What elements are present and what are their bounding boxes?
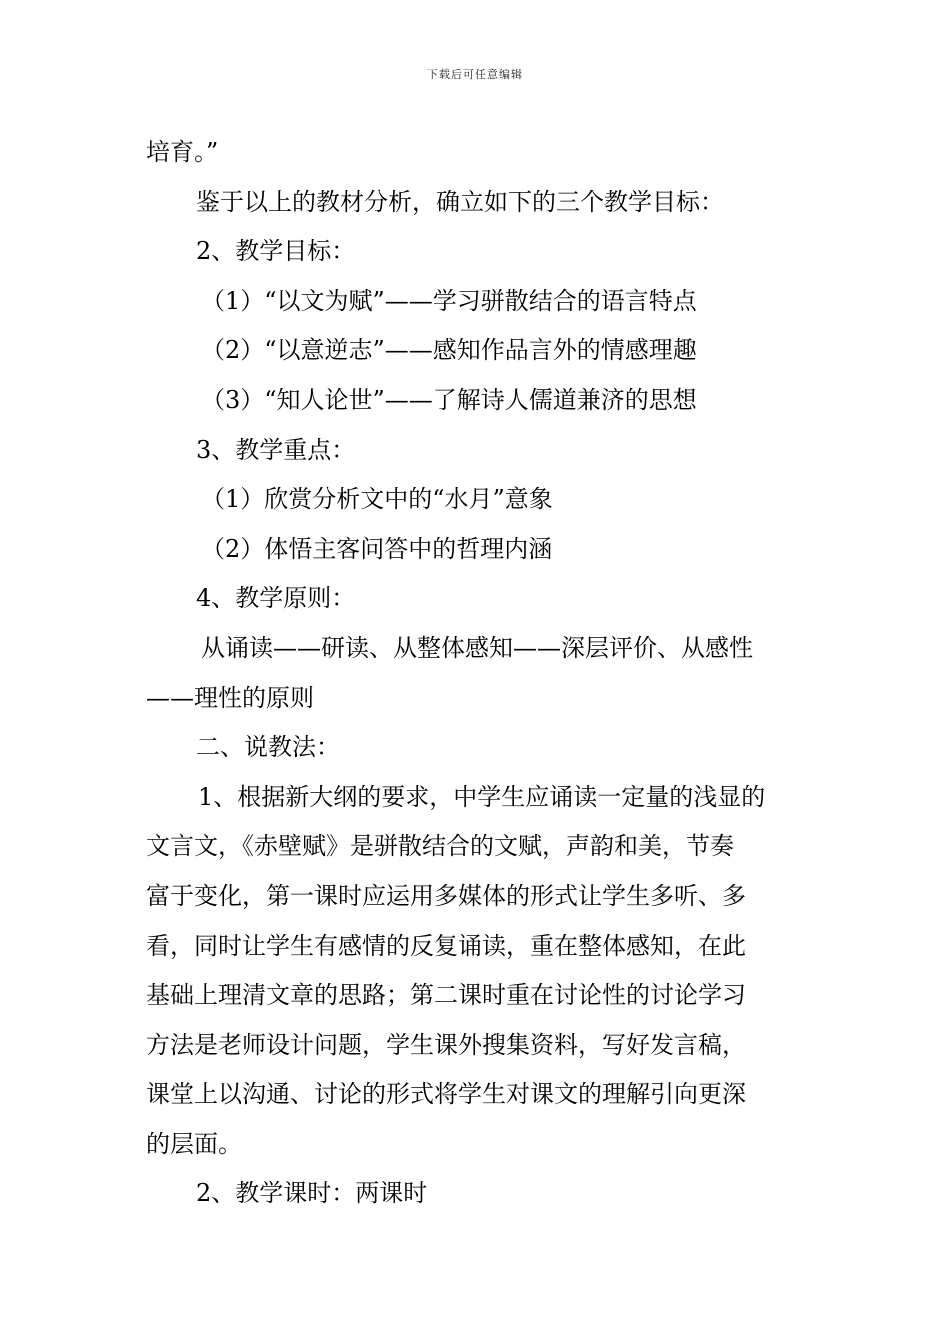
text-line: ——理性的原则 [146,683,314,712]
section-heading-class-hours: 2、教学课时：两课时 [196,1179,428,1208]
paragraph-line: 方法是老师设计问题，学生课外搜集资料，写好发言稿， [146,1030,746,1059]
document-body [146,128,810,1219]
paragraph-line: 课堂上以沟通、讨论的形式将学生对课文的理解引向更深 [146,1080,746,1109]
list-item: （1）欣赏分析文中的“水月”意象 [201,485,553,514]
list-item: （2）“以意逆志”——感知作品言外的情感理趣 [201,336,697,365]
section-heading-objectives: 2、教学目标： [196,237,356,266]
section-heading-principles: 4、教学原则： [196,584,356,613]
paragraph-line: 富于变化，第一课时应运用多媒体的形式让学生多听、多 [146,881,746,910]
text-line: 从诵读——研读、从整体感知——深层评价、从感性 [201,633,753,662]
paragraph-line: 看，同时让学生有感情的反复诵读，重在整体感知，在此 [146,931,746,960]
text-line: 鉴于以上的教材分析，确立如下的三个教学目标： [196,187,724,216]
page-header-note: 下载后可任意编辑 [427,68,523,81]
list-item: （1）“以文为赋”——学习骈散结合的语言特点 [201,286,697,315]
paragraph-line: 文言文，《赤壁赋》是骈散结合的文赋，声韵和美，节奏 [146,832,734,861]
paragraph-line: 的层面。 [146,1129,242,1158]
list-item: （2）体悟主客问答中的哲理内涵 [201,534,553,563]
paragraph-line: 基础上理清文章的思路；第二课时重在讨论性的讨论学习 [146,981,746,1010]
text-line: 培育。” [146,138,219,166]
paragraph-line: 1、根据新大纲的要求，中学生应诵读一定量的浅显的 [198,782,766,811]
list-item: （3）“知人论世”——了解诗人儒道兼济的思想 [201,385,697,414]
section-heading-key-points: 3、教学重点： [196,435,356,464]
section-heading-teaching-method: 二、说教法： [196,733,340,762]
